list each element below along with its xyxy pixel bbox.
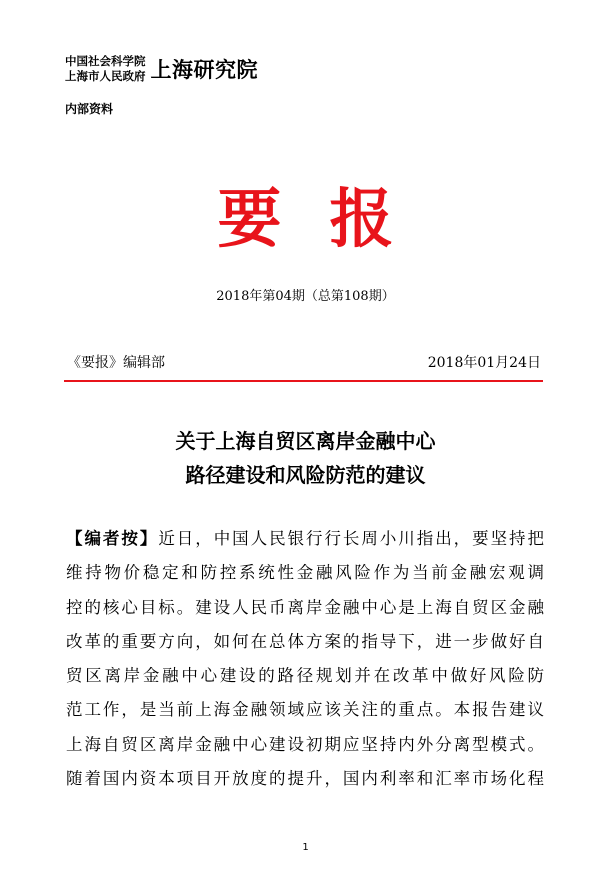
editor-note-tag: 【编者按】	[66, 529, 159, 548]
organization-names	[65, 54, 146, 84]
issue-line: 2018年第04期（总第108期）	[216, 289, 395, 304]
org-line-1: 中国社会科学院	[65, 54, 146, 68]
classification-label: 内部资料	[65, 102, 114, 116]
body-line	[66, 522, 544, 556]
institute-name: 上海研究院	[150, 57, 258, 82]
body-line: 贸区离岸金融中心建设的路径规划并在改革中做好风险防	[66, 666, 544, 686]
body-line: 维持物价稳定和防控系统性金融风险作为当前金融宏观调	[66, 563, 544, 583]
report-title: 要报	[217, 182, 442, 257]
headline-line-1: 关于上海自贸区离岸金融中心	[175, 429, 436, 453]
headline-line-2: 路径建设和风险防范的建议	[185, 463, 426, 487]
page-number: 1	[302, 842, 309, 853]
editorial-department: 《要报》编辑部	[67, 355, 165, 371]
body-line: 范工作，是当前上海金融领域应该关注的重点。本报告建议	[66, 700, 544, 720]
red-divider	[64, 380, 543, 382]
org-line-2: 上海市人民政府	[65, 69, 146, 83]
body-line: 上海自贸区离岸金融中心建设初期应坚持内外分离型模式。	[66, 734, 544, 754]
article-headline	[0, 424, 611, 492]
body-line: 随着国内资本项目开放度的提升，国内利率和汇率市场化程	[66, 769, 544, 789]
editorial-row	[67, 352, 541, 372]
publication-date: 2018年01月24日	[427, 355, 541, 371]
body-line-text: 近日，中国人民银行行长周小川指出，要坚持把	[158, 529, 544, 548]
body-line: 改革的重要方向，如何在总体方案的指导下，进一步做好自	[66, 631, 544, 651]
body-line: 控的核心目标。建设人民币离岸金融中心是上海自贸区金融	[66, 597, 544, 617]
article-body	[66, 522, 544, 796]
masthead	[65, 54, 258, 84]
